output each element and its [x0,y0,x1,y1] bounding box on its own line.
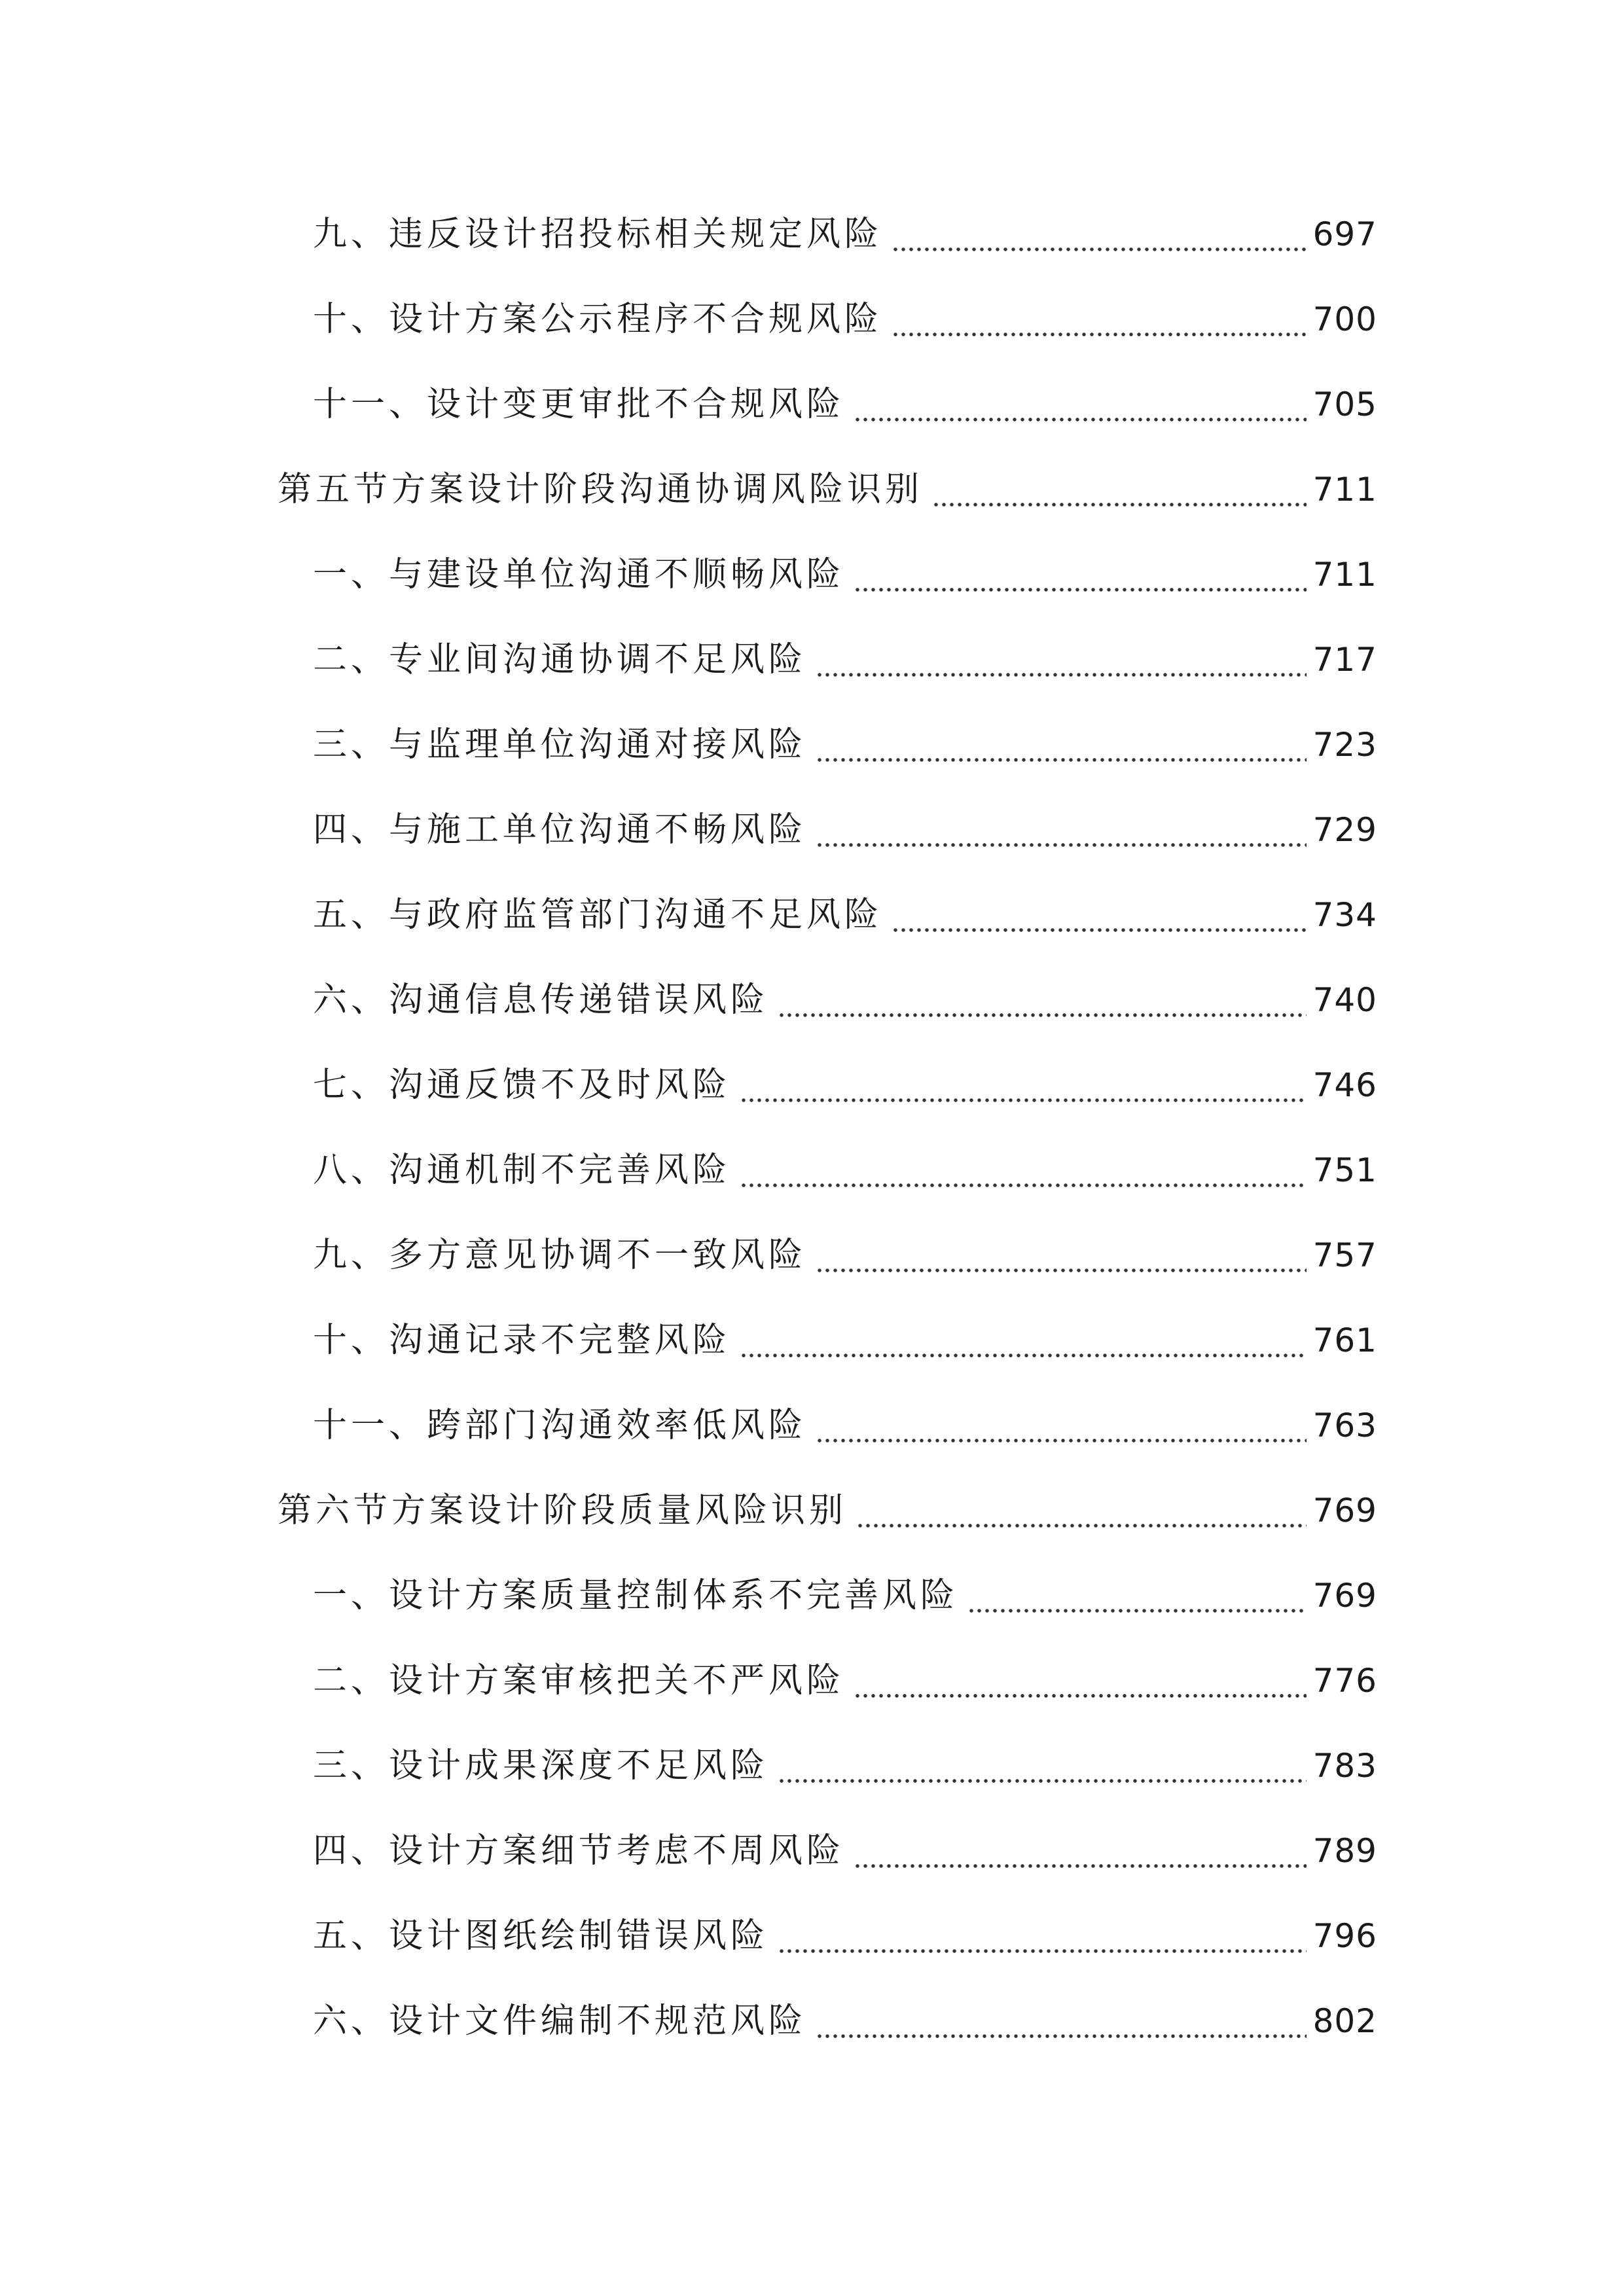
toc-entry-page: 697 [1312,215,1377,253]
toc-entry-title: 二、专业间沟通协调不足风险 [313,640,807,679]
toc-dot-leader [740,1147,1307,1193]
toc-entry-page: 769 [1312,1577,1377,1615]
toc-entry[interactable] [313,1318,1377,1363]
toc-entry-page: 746 [1312,1066,1377,1104]
toc-entry-title: 十一、设计变更审批不合规风险 [313,385,845,424]
toc-dot-leader [856,1488,1307,1534]
toc-dot-leader [967,1573,1307,1619]
toc-entry-page: 796 [1312,1917,1377,1955]
toc-entry-title: 五、设计图纸绘制错误风险 [313,1916,769,1956]
toc-entry-title: 三、设计成果深度不足风险 [313,1746,769,1785]
toc-entry[interactable] [313,1998,1377,2044]
toc-entry-title: 三、与监理单位沟通对接风险 [313,725,807,764]
toc-entry-title: 九、多方意见协调不一致风险 [313,1236,807,1275]
toc-entry-page: 723 [1312,726,1377,764]
toc-entry[interactable] [313,1147,1377,1193]
toc-entry-title: 七、沟通反馈不及时风险 [313,1066,731,1105]
toc-dot-leader [854,552,1307,598]
toc-entry[interactable] [313,1658,1377,1704]
toc-entry-page: 763 [1312,1407,1377,1444]
toc-section-entry[interactable] [278,467,1377,512]
toc-entry-title: 十、沟通记录不完整风险 [313,1321,731,1360]
toc-entry[interactable] [313,552,1377,598]
toc-dot-leader [816,807,1307,853]
toc-dot-leader [778,977,1307,1023]
toc-dot-leader [816,722,1307,768]
toc-entry-title: 第五节方案设计阶段沟通协调风险识别 [278,470,924,509]
toc-entry-page: 769 [1312,1492,1377,1530]
toc-entry-page: 757 [1312,1236,1377,1274]
toc-entry-page: 705 [1312,386,1377,423]
toc-dot-leader [816,1232,1307,1278]
toc-entry[interactable] [313,637,1377,683]
toc-entry-page: 802 [1312,2002,1377,2040]
toc-entry[interactable] [313,1573,1377,1619]
toc-entry-title: 四、设计方案细节考虑不周风险 [313,1831,845,1871]
toc-entry-page: 740 [1312,981,1377,1019]
toc-dot-leader [854,382,1307,427]
toc-dot-leader [778,1743,1307,1789]
toc-entry-title: 第六节方案设计阶段质量风险识别 [278,1491,848,1530]
toc-dot-leader [740,1318,1307,1363]
toc-entry[interactable] [313,892,1377,938]
toc-entry[interactable] [313,382,1377,427]
toc-dot-leader [892,211,1307,257]
toc-entry[interactable] [313,1062,1377,1108]
toc-entry[interactable] [313,1828,1377,1874]
toc-entry-page: 711 [1312,556,1377,594]
toc-entry-page: 751 [1312,1151,1377,1189]
toc-entry[interactable] [313,296,1377,342]
toc-entry[interactable] [313,722,1377,768]
toc-dot-leader [892,296,1307,342]
toc-entry[interactable] [313,807,1377,853]
toc-dot-leader [854,1828,1307,1874]
toc-entry[interactable] [313,1743,1377,1789]
toc-entry[interactable] [313,977,1377,1023]
toc-dot-leader [816,1998,1307,2044]
toc-dot-leader [816,1403,1307,1448]
toc-entry-title: 六、设计文件编制不规范风险 [313,2001,807,2041]
toc-entry-title: 一、与建设单位沟通不顺畅风险 [313,555,845,594]
toc-entry-page: 700 [1312,300,1377,338]
toc-entry[interactable] [313,1913,1377,1959]
toc-entry-title: 四、与施工单位沟通不畅风险 [313,810,807,850]
toc-entry-title: 十、设计方案公示程序不合规风险 [313,300,883,339]
toc-entry-page: 776 [1312,1662,1377,1700]
toc-dot-leader [932,467,1307,512]
toc-section-entry[interactable] [278,1488,1377,1534]
toc-dot-leader [778,1913,1307,1959]
toc-dot-leader [816,637,1307,683]
toc-entry-title: 二、设计方案审核把关不严风险 [313,1661,845,1700]
toc-entry-title: 一、设计方案质量控制体系不完善风险 [313,1576,959,1615]
toc-entry-title: 六、沟通信息传递错误风险 [313,980,769,1020]
toc-entry-title: 五、与政府监管部门沟通不足风险 [313,895,883,935]
toc-dot-leader [892,892,1307,938]
toc-entry-page: 729 [1312,811,1377,849]
toc-entry-page: 761 [1312,1321,1377,1359]
toc-entry-page: 789 [1312,1832,1377,1870]
toc-entry-page: 783 [1312,1747,1377,1785]
toc-dot-leader [854,1658,1307,1704]
toc-entry-title: 九、违反设计招投标相关规定风险 [313,215,883,254]
toc-entry-title: 八、沟通机制不完善风险 [313,1151,731,1190]
toc-entry-page: 717 [1312,641,1377,679]
toc-entry[interactable] [313,1232,1377,1278]
toc-entry[interactable] [313,1403,1377,1448]
toc-entry-page: 734 [1312,896,1377,934]
toc-entry-title: 十一、跨部门沟通效率低风险 [313,1406,807,1445]
toc-dot-leader [740,1062,1307,1108]
toc-entry[interactable] [313,211,1377,257]
toc-entry-page: 711 [1312,471,1377,509]
